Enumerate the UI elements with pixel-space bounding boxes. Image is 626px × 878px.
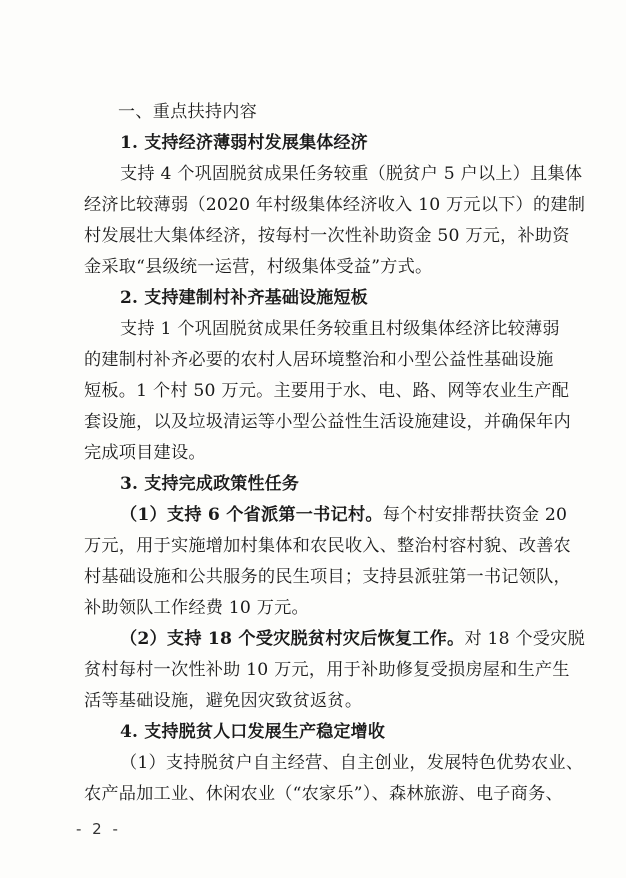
item-1-line-1: 支持 4 个巩固脱贫成果任务较重（脱贫户 5 户以上）且集体: [120, 164, 583, 184]
item-4-line-1: （1）支持脱贫户自主经营、自主创业，发展特色优势农业、: [120, 753, 584, 773]
item-3-sub1-line-4: 补助领队工作经费 10 万元。: [84, 598, 309, 618]
item-2-heading: 2. 支持建制村补齐基础设施短板: [120, 288, 368, 308]
item-1-heading: 1. 支持经济薄弱村发展集体经济: [120, 133, 368, 153]
item-1-line-4: 金采取“县级统一运营，村级集体受益”方式。: [84, 257, 433, 277]
item-3-sub1-first-line: [120, 507, 567, 524]
item-3-sub2-lead: （2）支持 18 个受灾脱贫村灾后恢复工作。: [120, 629, 465, 649]
item-3-sub2-line-3: 活等基础设施，避免因灾致贫返贫。: [84, 691, 363, 711]
item-2-line-4: 套设施，以及垃圾清运等小型公益性生活设施建设，并确保年内: [84, 412, 571, 432]
item-3-sub1-line-3: 村基础设施和公共服务的民生项目；支持县派驻第一书记领队，: [84, 567, 571, 587]
item-3-sub1-rest: 每个村安排帮扶资金 20: [382, 505, 568, 525]
section-title: 一、重点扶持内容: [118, 102, 258, 122]
item-2-line-5: 完成项目建设。: [84, 443, 206, 463]
item-3-sub1-line-2: 万元，用于实施增加村集体和农民收入、整治村容村貌、改善农: [84, 536, 571, 556]
item-2-line-3: 短板。1 个村 50 万元。主要用于水、电、路、网等农业生产配: [84, 381, 570, 401]
item-2-line-1: 支持 1 个巩固脱贫成果任务较重且村级集体经济比较薄弱: [120, 319, 560, 339]
item-3-sub2-first-line: [120, 631, 585, 648]
item-1-line-2: 经济比较薄弱（2020 年村级集体经济收入 10 万元以下）的建制: [84, 195, 586, 215]
item-4-line-2: 农产品加工业、休闲农业（“农家乐”）、森林旅游、电子商务、: [84, 784, 563, 804]
item-3-heading: 3. 支持完成政策性任务: [120, 474, 300, 494]
item-3-sub2-line-2: 贫村每村一次性补助 10 万元，用于补助修复受损房屋和生产生: [84, 660, 570, 680]
item-3-sub1-lead: （1）支持 6 个省派第一书记村。: [120, 505, 383, 525]
item-2-line-2: 的建制村补齐必要的农村人居环境整治和小型公益性基础设施: [84, 350, 554, 370]
item-3-sub2-rest: 对 18 个受灾脱: [464, 629, 585, 649]
page-number: - 2 -: [76, 820, 121, 838]
item-1-line-3: 村发展壮大集体经济，按每村一次性补助资金 50 万元，补助资: [84, 226, 570, 246]
item-4-heading: 4. 支持脱贫人口发展生产稳定增收: [120, 722, 386, 742]
